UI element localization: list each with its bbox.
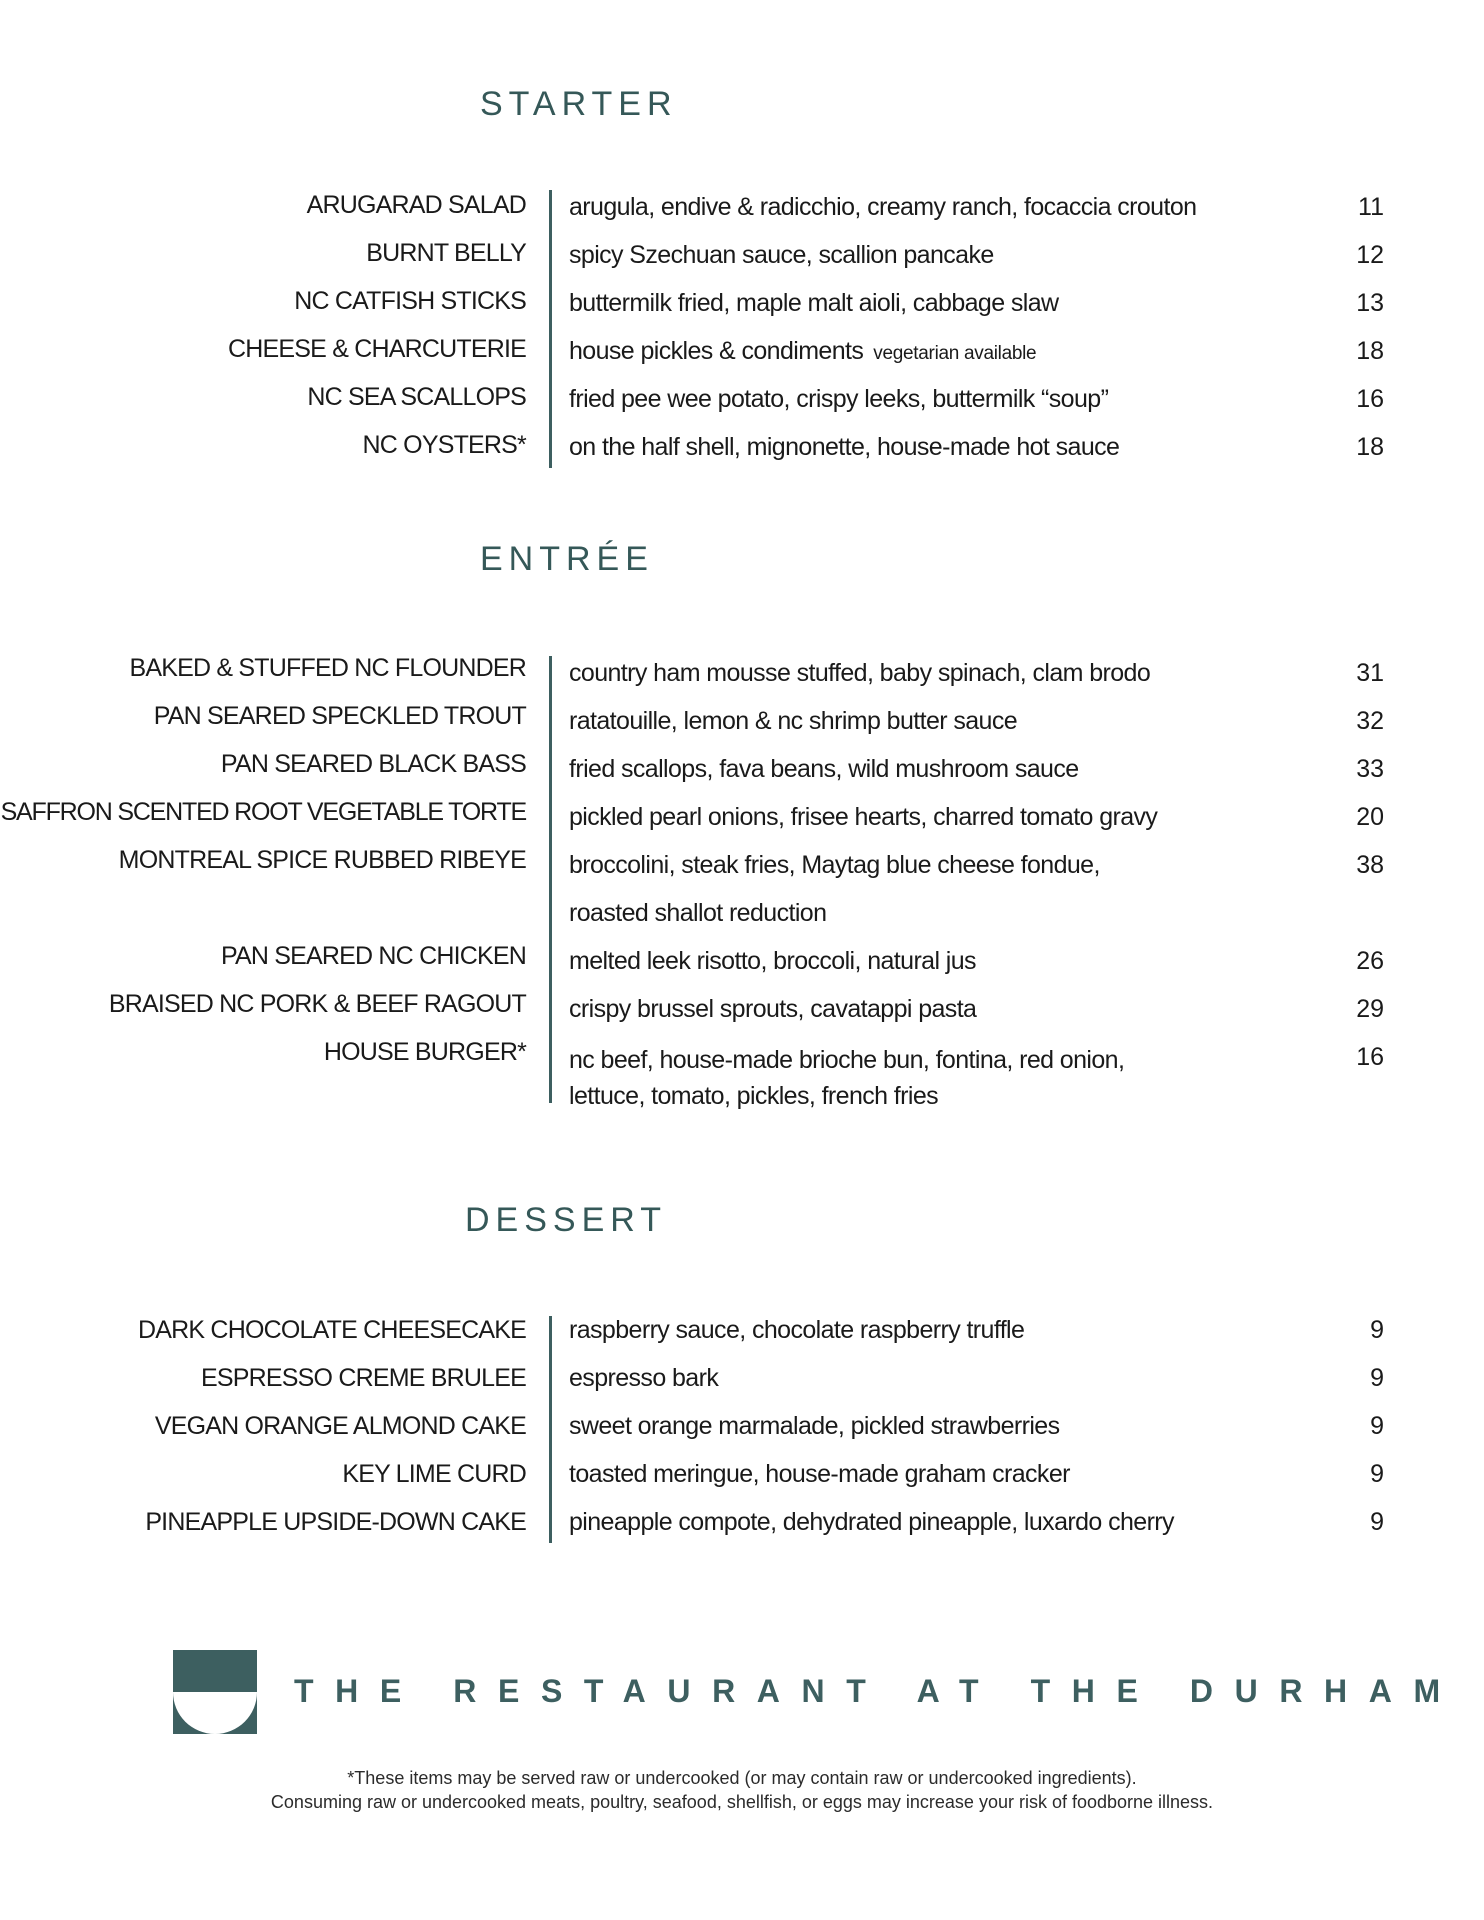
item-price: 11	[1358, 193, 1384, 221]
item-price: 31	[1356, 659, 1384, 687]
menu-item	[0, 1411, 1484, 1451]
item-price: 9	[1370, 1364, 1384, 1392]
item-description	[569, 841, 1100, 937]
item-description: ratatouille, lemon & nc shrimp butter sauce	[569, 707, 1018, 735]
item-name: PINEAPPLE UPSIDE-DOWN CAKE	[145, 1508, 526, 1536]
item-price: 13	[1356, 289, 1384, 317]
menu-item	[0, 382, 1484, 422]
item-description: raspberry sauce, chocolate raspberry truffle	[569, 1316, 1025, 1344]
item-name: KEY LIME CURD	[342, 1460, 526, 1488]
item-description: pineapple compote, dehydrated pineapple, luxardo cherry	[569, 1508, 1174, 1536]
item-name: BURNT BELLY	[366, 239, 526, 267]
item-description: on the half shell, mignonette, house-made hot sauce	[569, 433, 1120, 461]
menu-item	[0, 190, 1484, 230]
entree-title: ENTRÉE	[480, 540, 654, 578]
menu-item	[0, 701, 1484, 741]
restaurant-logo-icon	[173, 1650, 257, 1734]
menu-item	[0, 749, 1484, 789]
menu-item	[0, 286, 1484, 326]
item-price: 32	[1356, 707, 1384, 735]
item-description	[569, 1042, 1124, 1114]
item-name: DARK CHOCOLATE CHEESECAKE	[138, 1316, 526, 1344]
item-price: 18	[1356, 433, 1384, 461]
item-description: fried scallops, fava beans, wild mushroom sauce	[569, 755, 1079, 783]
item-description: espresso bark	[569, 1364, 719, 1392]
menu-item	[0, 334, 1484, 374]
item-name: PAN SEARED SPECKLED TROUT	[153, 702, 526, 730]
item-description: fried pee wee potato, crispy leeks, buttermilk “soup”	[569, 385, 1109, 413]
menu-item	[0, 941, 1484, 981]
item-description: spicy Szechuan sauce, scallion pancake	[569, 241, 994, 269]
item-name: VEGAN ORANGE ALMOND CAKE	[154, 1412, 526, 1440]
item-price: 9	[1370, 1316, 1384, 1344]
item-name: BAKED & STUFFED NC FLOUNDER	[129, 654, 526, 682]
item-description: crispy brussel sprouts, cavatappi pasta	[569, 995, 977, 1023]
menu-item	[0, 1315, 1484, 1355]
menu-item	[0, 1037, 1484, 1110]
menu-item	[0, 845, 1484, 935]
disclaimer	[0, 1766, 1484, 1814]
item-description-line: roasted shallot reduction	[569, 899, 827, 927]
item-price: 33	[1356, 755, 1384, 783]
item-price: 16	[1356, 1043, 1384, 1071]
item-description: buttermilk fried, maple malt aioli, cabbage slaw	[569, 289, 1059, 317]
menu-item	[0, 238, 1484, 278]
item-name: HOUSE BURGER*	[323, 1038, 526, 1066]
menu-item	[0, 1459, 1484, 1499]
starter-divider	[549, 190, 552, 468]
menu-item	[0, 653, 1484, 693]
item-name: PAN SEARED NC CHICKEN	[220, 942, 526, 970]
menu-item	[0, 1507, 1484, 1547]
item-price: 20	[1356, 803, 1384, 831]
disclaimer-line: Consuming raw or undercooked meats, poultry, seafood, shellfish, or eggs may increase your risk of foodborne illness.	[270, 1792, 1214, 1812]
menu-item	[0, 989, 1484, 1029]
menu-item	[0, 430, 1484, 470]
item-description	[569, 336, 1036, 369]
item-description: arugula, endive & radicchio, creamy ranch, focaccia crouton	[569, 193, 1197, 221]
menu-item	[0, 797, 1484, 837]
item-name: NC SEA SCALLOPS	[307, 383, 526, 411]
item-name: NC OYSTERS*	[362, 431, 526, 459]
item-note: vegetarian available	[873, 343, 1037, 364]
item-description: sweet orange marmalade, pickled strawberries	[569, 1412, 1060, 1440]
item-name: ARUGARAD SALAD	[306, 191, 526, 219]
item-price: 9	[1370, 1460, 1384, 1488]
item-name: MONTREAL SPICE RUBBED RIBEYE	[118, 846, 526, 874]
item-description-line: broccolini, steak fries, Maytag blue cheese fondue,	[569, 851, 1100, 879]
starter-title: STARTER	[480, 85, 678, 123]
item-name: CHEESE & CHARCUTERIE	[228, 335, 526, 363]
item-description: country ham mousse stuffed, baby spinach, clam brodo	[569, 659, 1151, 687]
item-description-text: house pickles & condiments	[569, 337, 864, 365]
item-price: 12	[1356, 241, 1384, 269]
dessert-title: DESSERT	[465, 1201, 667, 1239]
item-description-line: nc beef, house-made brioche bun, fontina, red onion,	[569, 1046, 1125, 1074]
item-name: BRAISED NC PORK & BEEF RAGOUT	[108, 990, 526, 1018]
item-name: PAN SEARED BLACK BASS	[220, 750, 526, 778]
item-description: toasted meringue, house-made graham cracker	[569, 1460, 1070, 1488]
item-price: 18	[1356, 337, 1384, 365]
item-description-line: lettuce, tomato, pickles, french fries	[569, 1082, 939, 1110]
item-price: 9	[1370, 1412, 1384, 1440]
item-price: 16	[1356, 385, 1384, 413]
item-name: SAFFRON SCENTED ROOT VEGETABLE TORTE	[0, 798, 526, 826]
item-price: 29	[1356, 995, 1384, 1023]
restaurant-name: THE RESTAURANT AT THE DURHAM	[294, 1673, 1462, 1709]
item-description: pickled pearl onions, frisee hearts, charred tomato gravy	[569, 803, 1158, 831]
item-description: melted leek risotto, broccoli, natural jus	[569, 947, 976, 975]
disclaimer-line: *These items may be served raw or undercooked (or may contain raw or undercooked ingredients).	[347, 1768, 1137, 1788]
menu-item	[0, 1363, 1484, 1403]
item-price: 9	[1370, 1508, 1384, 1536]
item-name: ESPRESSO CREME BRULEE	[201, 1364, 526, 1392]
item-name: NC CATFISH STICKS	[294, 287, 526, 315]
item-price: 26	[1356, 947, 1384, 975]
item-price: 38	[1356, 851, 1384, 879]
